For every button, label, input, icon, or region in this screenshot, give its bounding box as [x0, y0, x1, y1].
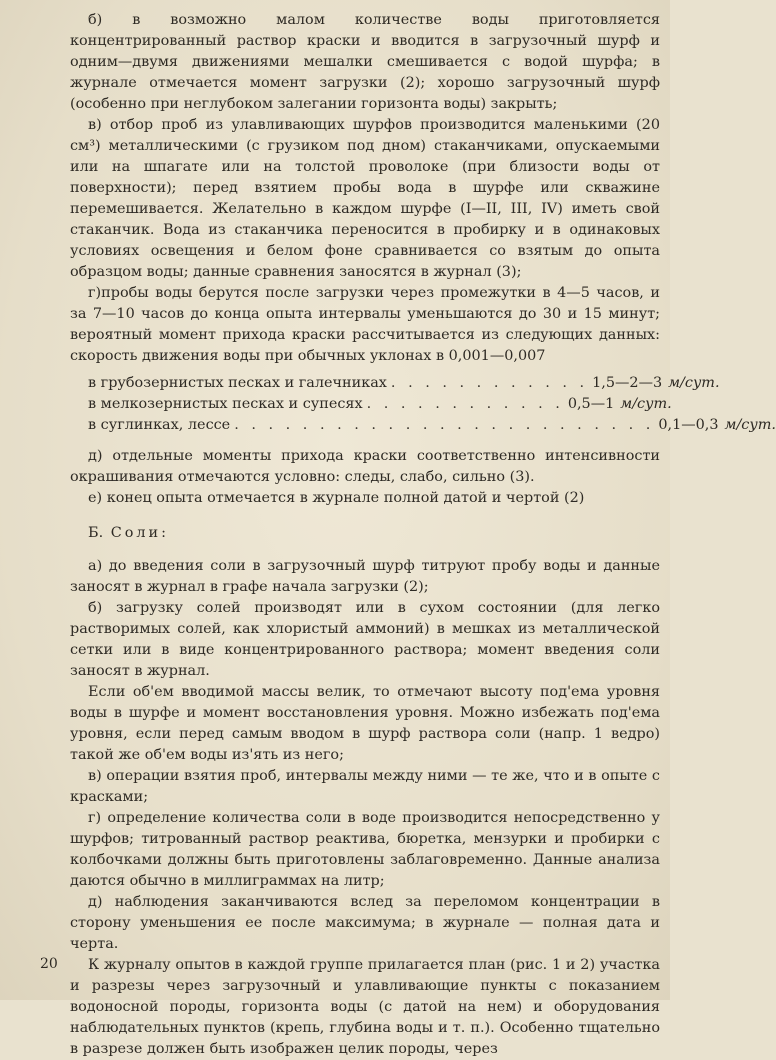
paragraph-volume: Если об'ем вводимой массы велик, то отмечают высоту под'ема уровня воды в шурфе и момент восстановления уровня. Можно избежать под'ема уровня, если перед самым вводом в шурф раствора соли (напр. 1 ведро) такой же об'ем воды из'ять из него;	[70, 684, 660, 763]
page-number: 20	[40, 956, 58, 972]
velocity-row-unit: м/сут.	[724, 417, 776, 433]
paragraph-b: б) в возможно малом количестве воды приготовляется концентрированный раствор краски и вводится в загрузочный шурф и одним—двумя движениями мешалки смешивается с водой шурфа; в журнале отмечается момент загрузки (2); хорошо загрузочный шурф (особенно при неглубоком залегании горизонта воды) закрыть;	[70, 12, 660, 112]
paragraph-salt-a: а) до введения соли в загрузочный шурф титруют пробу воды и данные заносят в журнал в графе начала загрузки (2);	[70, 558, 660, 595]
velocity-row-unit: м/сут.	[668, 375, 720, 391]
paragraph-journal: К журналу опытов в каждой группе прилагается план (рис. 1 и 2) участка и разрезы через загрузочный и улавливающие пункты с показанием водоносной породы, горизонта воды (с датой на нем) и оборудования наблюдательных пунктов (крепь, глубина воды и т. п.). Особенно тщательно в разрезе должен быть изображен целик породы, через	[70, 957, 660, 1057]
paragraph-e: е) конец опыта отмечается в журнале полной датой и чертой (2)	[88, 490, 585, 506]
leader-dots: . . . . . . . . . . . . . . . . . . . . . . . . .	[234, 417, 655, 433]
velocity-row-label: в грубозернистых песках и галечниках	[88, 375, 387, 391]
paragraph-d: д) отдельные моменты прихода краски соответственно интенсивности окрашивания отмечаются условно: следы, слабо, сильно (3).	[70, 448, 660, 485]
leader-dots: . . . . . . . . . . . .	[390, 375, 589, 391]
leader-dots: . . . . . . . . . . . .	[366, 396, 564, 412]
paragraph-g: г)пробы воды берутся после загрузки через промежутки в 4—5 часов, и за 7—10 часов до конца опыта интервалы уменьшаются до 30 и 15 минут; вероятный момент прихода краски рассчитывается из следующих данных: скорость движения воды при обычных уклонах в 0,001—0,007	[70, 285, 660, 364]
velocity-row-value: 0,5—1	[567, 396, 615, 412]
paragraph-salt-b: б) загрузку солей производят или в сухом состоянии (для легко растворимых солей, как хлористый аммоний) в мешках из металлической сетки или в виде концентрированного раствора; момент введения соли заносят в журнал.	[70, 600, 660, 679]
paragraph-salt-d: д) наблюдения заканчиваются вслед за переломом концентрации в сторону уменьшения ее после максимума; в журнале — полная дата и черта.	[70, 894, 660, 952]
paragraph-salt-v: в) операции взятия проб, интервалы между ними — те же, что и в опыте с красками;	[70, 768, 660, 805]
velocity-row-value: 0,1—0,3	[658, 417, 719, 433]
paragraph-v: в) отбор проб из улавливающих шурфов производится маленькими (20 см³) металлическими (с грузиком под дном) стаканчиками, опускаемыми или на шпагате или на толстой проволоке (при близости воды от поверхности); перед взятием пробы вода в шурфе или скважине перемешивается. Желательно в каждом шурфе (I—II, III, IV) иметь свой стаканчик. Вода из стаканчика переносится в пробирку и в одинаковых условиях освещения и белом фоне сравнивается со взятым до опыта образцом воды; данные сравнения заносятся в журнал (3);	[70, 117, 660, 280]
section-letter: Б.	[88, 525, 104, 541]
velocity-row-unit: м/сут.	[620, 396, 672, 412]
section-title: Соли:	[110, 525, 169, 541]
velocity-row	[88, 394, 672, 415]
paragraph-salt-g: г) определение количества соли в воде производится непосредственно у шурфов; титрованный раствор реактива, бюретка, мензурки и пробирки с колбочками должны быть приготовлены заблаговременно. Данные анализа даются обычно в миллиграммах на литр;	[70, 810, 660, 889]
velocity-row	[88, 373, 720, 394]
velocity-row-value: 1,5—2—3	[592, 375, 663, 391]
text-column	[70, 10, 776, 1060]
velocity-row-label: в суглинках, лессе	[88, 417, 231, 433]
velocity-table	[88, 373, 776, 436]
section-heading	[70, 523, 660, 544]
velocity-row	[88, 415, 776, 436]
velocity-row-label: в мелкозернистых песках и супесях	[88, 396, 363, 412]
